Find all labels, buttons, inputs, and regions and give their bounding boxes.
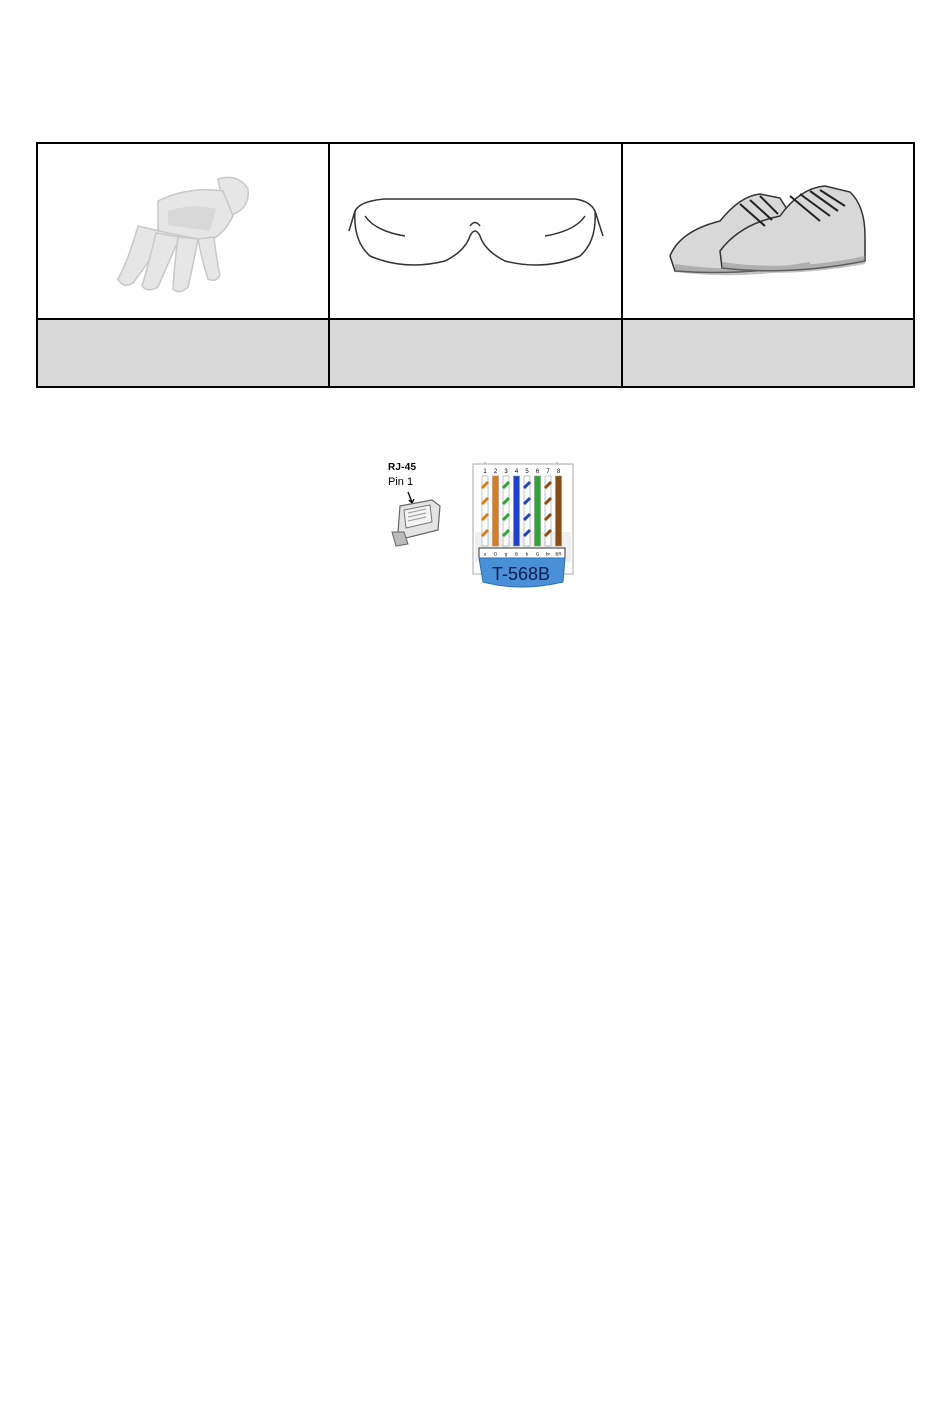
- pin-code: B: [514, 551, 519, 557]
- t568b-label: T-568B: [491, 564, 551, 584]
- pin-number: 5: [525, 469, 529, 475]
- ppe-cell-glove: [37, 143, 329, 319]
- ppe-cell-glasses: [329, 143, 621, 319]
- ppe-cell-shoes: [622, 143, 914, 319]
- pin-number: 3: [504, 469, 508, 475]
- rj45-pin-label: Pin 1: [388, 476, 414, 488]
- ppe-table: [36, 142, 915, 388]
- ppe-caption-row: [37, 319, 914, 387]
- pin-code: br: [545, 551, 551, 557]
- pin-number: 8: [556, 469, 561, 475]
- rj45-connector-figure: [388, 462, 453, 552]
- wire-6: [535, 476, 541, 546]
- ppe-caption-shoes: [622, 319, 914, 387]
- wire-8: [556, 476, 562, 546]
- pin-number: 6: [535, 469, 540, 475]
- ppe-caption-glove: [37, 319, 329, 387]
- ppe-caption-glasses: [329, 319, 621, 387]
- pin-code: g: [504, 551, 508, 557]
- safety-glasses-icon: [345, 181, 605, 281]
- pin-number: 1: [483, 469, 487, 475]
- wire-2: [493, 476, 499, 546]
- pin-number: 4: [514, 469, 519, 475]
- pin-code: G: [535, 551, 540, 557]
- pin-code: O: [493, 551, 498, 557]
- pin-number: 7: [546, 469, 550, 475]
- wire-4: [514, 476, 520, 546]
- safety-shoes-icon: [660, 176, 875, 286]
- pin-number: 2: [493, 469, 498, 475]
- pin-code: o: [483, 551, 487, 557]
- pin-code: BR: [555, 551, 562, 557]
- t568b-wiring-diagram: [471, 462, 577, 598]
- glove-icon: [98, 161, 268, 301]
- rj45-title: RJ-45: [388, 462, 417, 473]
- rj45-plug-icon: [388, 488, 448, 550]
- pin-code: b: [525, 551, 529, 557]
- ppe-image-row: [37, 143, 914, 319]
